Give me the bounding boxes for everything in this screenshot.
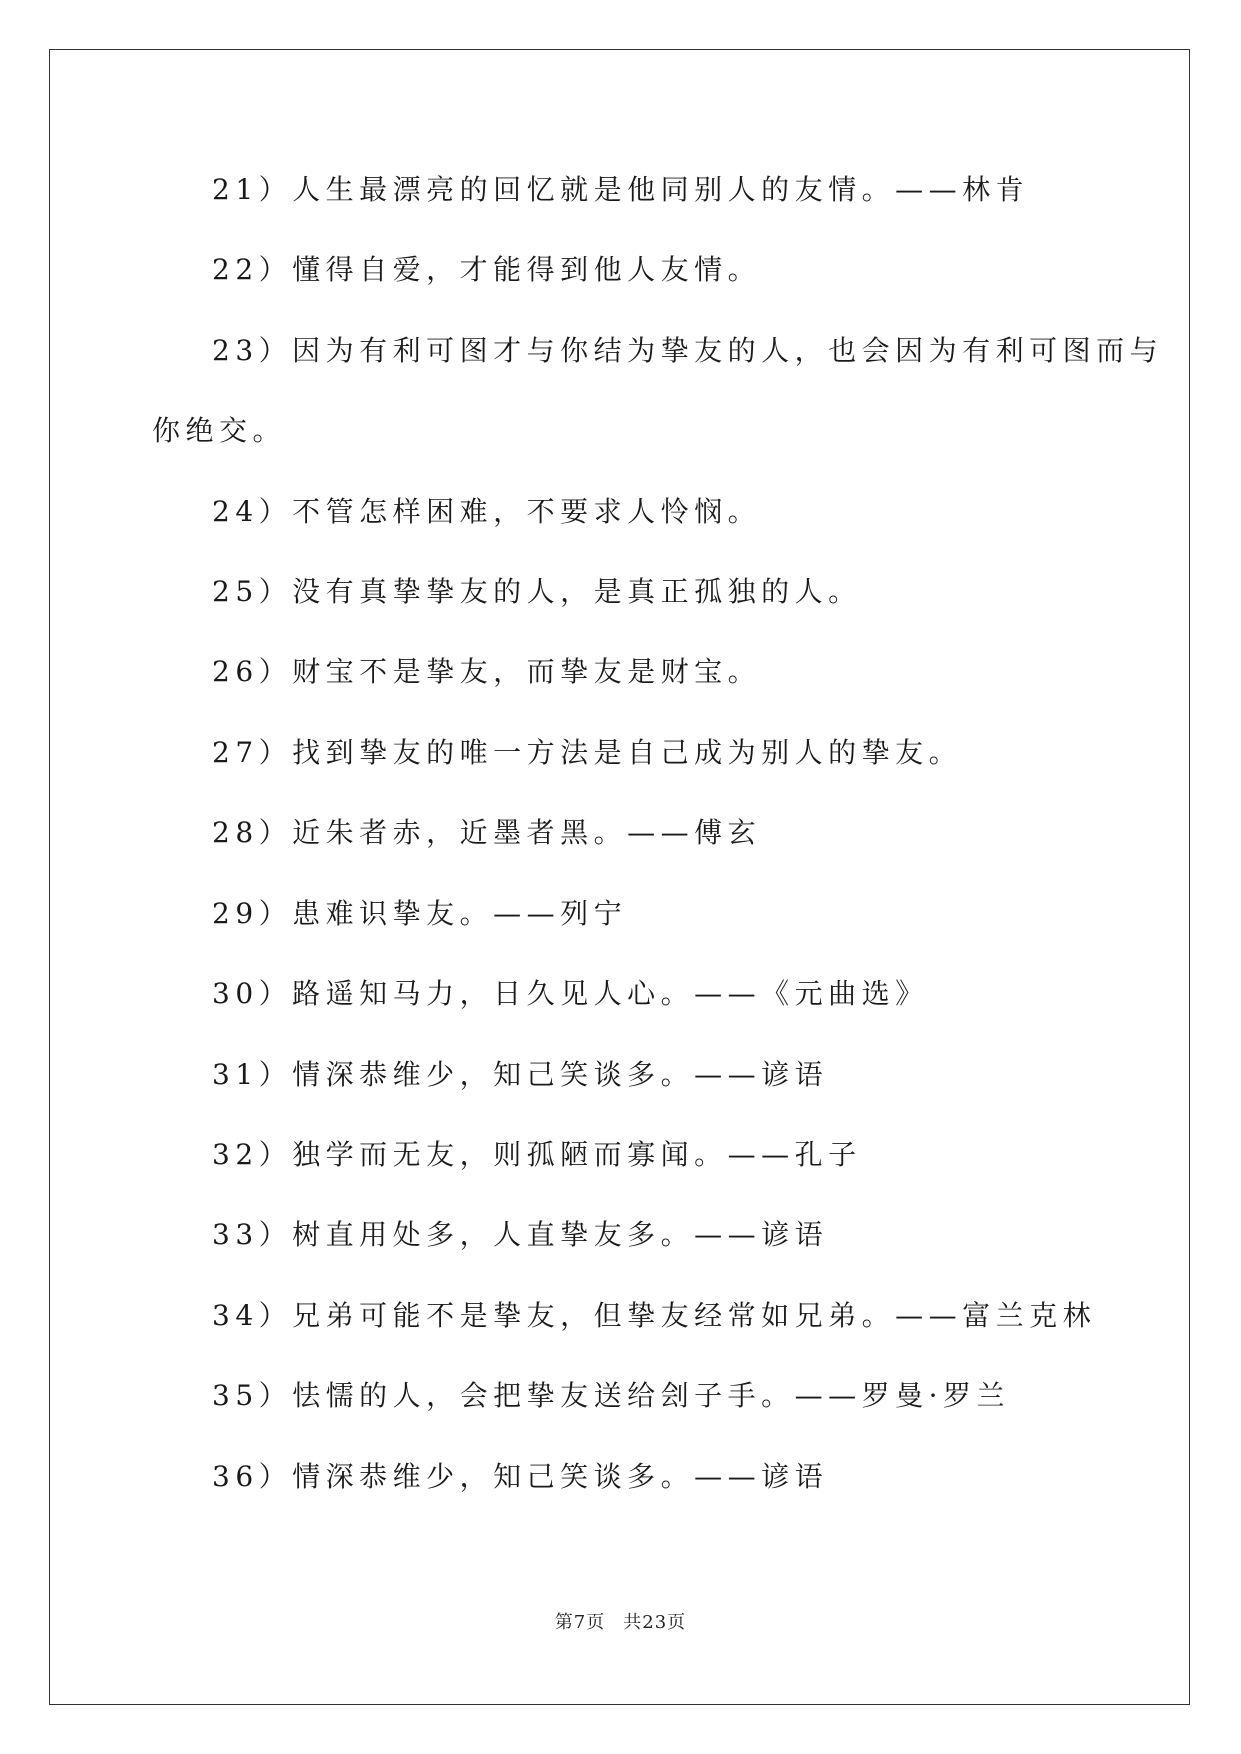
page-footer bbox=[0, 1608, 1241, 1634]
quote-line: 34）兄弟可能不是挚友，但挚友经常如兄弟。——富兰克林 bbox=[212, 1299, 1097, 1332]
quote-line: 21）人生最漂亮的回忆就是他同别人的友情。——林肯 bbox=[212, 173, 1030, 206]
quote-line: 31）情深恭维少，知己笑谈多。——谚语 bbox=[212, 1058, 829, 1091]
page-total: 共23页 bbox=[623, 1612, 687, 1633]
quote-line: 35）怯懦的人，会把挚友送给刽子手。——罗曼·罗兰 bbox=[212, 1379, 1011, 1412]
quote-line: 27）找到挚友的唯一方法是自己成为别人的挚友。 bbox=[212, 736, 963, 769]
quote-line: 28）近朱者赤，近墨者黑。——傅玄 bbox=[212, 816, 762, 849]
quote-line: 30）路遥知马力，日久见人心。——《元曲选》 bbox=[212, 977, 929, 1010]
quote-line: 24）不管怎样困难，不要求人怜悯。 bbox=[212, 495, 762, 528]
quote-line: 22）懂得自爱，才能得到他人友情。 bbox=[212, 253, 762, 286]
quote-line: 26）财宝不是挚友，而挚友是财宝。 bbox=[212, 655, 762, 688]
quote-line: 36）情深恭维少，知己笑谈多。——谚语 bbox=[212, 1460, 829, 1493]
quote-line: 32）独学而无友，则孤陋而寡闻。——孔子 bbox=[212, 1138, 862, 1171]
quote-line: 23）因为有利可图才与你结为挚友的人，也会因为有利可图而与 bbox=[212, 334, 1164, 367]
quote-line: 25）没有真挚挚友的人，是真正孤独的人。 bbox=[212, 575, 862, 608]
quote-line-continuation: 你绝交。 bbox=[152, 414, 287, 447]
page-number: 第7页 bbox=[554, 1612, 606, 1633]
quote-line: 29）患难识挚友。——列宁 bbox=[212, 897, 628, 930]
quote-line: 33）树直用处多，人直挚友多。——谚语 bbox=[212, 1218, 829, 1251]
